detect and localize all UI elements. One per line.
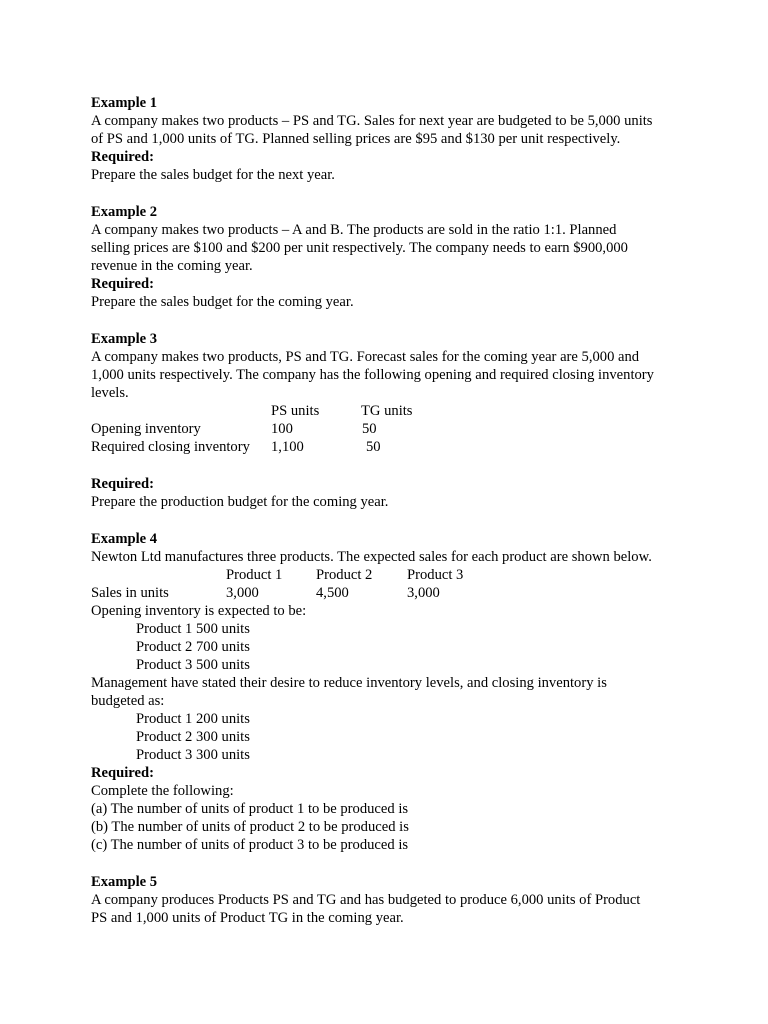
example-2-task: Prepare the sales budget for the coming year. — [91, 294, 354, 310]
example-2-text-line: A company makes two products – A and B. The products are sold in the ratio 1:1. Planned — [91, 222, 617, 238]
inventory-table-row — [91, 438, 691, 456]
column-header-ps: PS units — [271, 403, 320, 419]
closing-inventory-item: Product 3 300 units — [136, 747, 250, 763]
example-5-text-line: A company produces Products PS and TG and has budgeted to produce 6,000 units of Product — [91, 892, 641, 908]
sales-label: Sales in units — [91, 585, 169, 601]
inventory-table-header — [91, 402, 691, 420]
tg-value: 50 — [366, 439, 381, 455]
document-page — [91, 94, 691, 927]
example-3-text-line: A company makes two products, PS and TG. Forecast sales for the coming year are 5,000 and — [91, 349, 640, 365]
example-2-required-label: Required: — [91, 276, 154, 292]
ps-value: 1,100 — [271, 439, 304, 455]
complete-label: Complete the following: — [91, 783, 234, 799]
example-3-required-label: Required: — [91, 476, 154, 492]
question-item: (a) The number of units of product 1 to be produced is — [91, 801, 409, 817]
sales-value: 3,000 — [407, 585, 440, 601]
example-3-text-line: levels. — [91, 385, 129, 401]
closing-inventory-item: Product 2 300 units — [136, 729, 250, 745]
example-4-intro: Newton Ltd manufactures three products. The expected sales for each product are shown below. — [91, 549, 652, 565]
column-header-product-3: Product 3 — [407, 567, 464, 583]
example-1-text-line: A company makes two products – PS and TG. Sales for next year are budgeted to be 5,000 units — [91, 113, 653, 129]
example-3-text-line: 1,000 units respectively. The company has the following opening and required closing inventory — [91, 367, 654, 383]
sales-table-header — [91, 566, 691, 584]
tg-value: 50 — [362, 421, 377, 437]
example-4-required-label: Required: — [91, 765, 154, 781]
example-1-title: Example 1 — [91, 95, 158, 111]
example-2-text-line: selling prices are $100 and $200 per unit respectively. The company needs to earn $900,000 — [91, 240, 628, 256]
management-text-line: Management have stated their desire to reduce inventory levels, and closing inventory is — [91, 675, 607, 691]
example-5-text-line: PS and 1,000 units of Product TG in the coming year. — [91, 910, 404, 926]
example-1-text-line: of PS and 1,000 units of TG. Planned selling prices are $95 and $130 per unit respectively. — [91, 131, 621, 147]
example-3-task: Prepare the production budget for the coming year. — [91, 494, 389, 510]
example-2-text-line: revenue in the coming year. — [91, 258, 253, 274]
ps-value: 100 — [271, 421, 293, 437]
sales-table-row — [91, 584, 691, 602]
inventory-table-row — [91, 420, 691, 438]
column-header-tg: TG units — [361, 403, 413, 419]
sales-value: 3,000 — [226, 585, 259, 601]
management-text-line: budgeted as: — [91, 693, 165, 709]
opening-inventory-item: Product 2 700 units — [136, 639, 250, 655]
row-label: Opening inventory — [91, 421, 201, 437]
question-item: (b) The number of units of product 2 to be produced is — [91, 819, 409, 835]
example-2-title: Example 2 — [91, 204, 158, 220]
example-1-task: Prepare the sales budget for the next year. — [91, 167, 335, 183]
row-label: Required closing inventory — [91, 439, 250, 455]
example-5-title: Example 5 — [91, 874, 158, 890]
column-header-product-1: Product 1 — [226, 567, 283, 583]
column-header-product-2: Product 2 — [316, 567, 373, 583]
opening-inventory-item: Product 3 500 units — [136, 657, 250, 673]
example-3-title: Example 3 — [91, 331, 158, 347]
closing-inventory-item: Product 1 200 units — [136, 711, 250, 727]
question-item: (c) The number of units of product 3 to be produced is — [91, 837, 409, 853]
example-1-required-label: Required: — [91, 149, 154, 165]
example-4-title: Example 4 — [91, 531, 158, 547]
sales-value: 4,500 — [316, 585, 349, 601]
opening-inventory-label: Opening inventory is expected to be: — [91, 603, 307, 619]
opening-inventory-item: Product 1 500 units — [136, 621, 250, 637]
